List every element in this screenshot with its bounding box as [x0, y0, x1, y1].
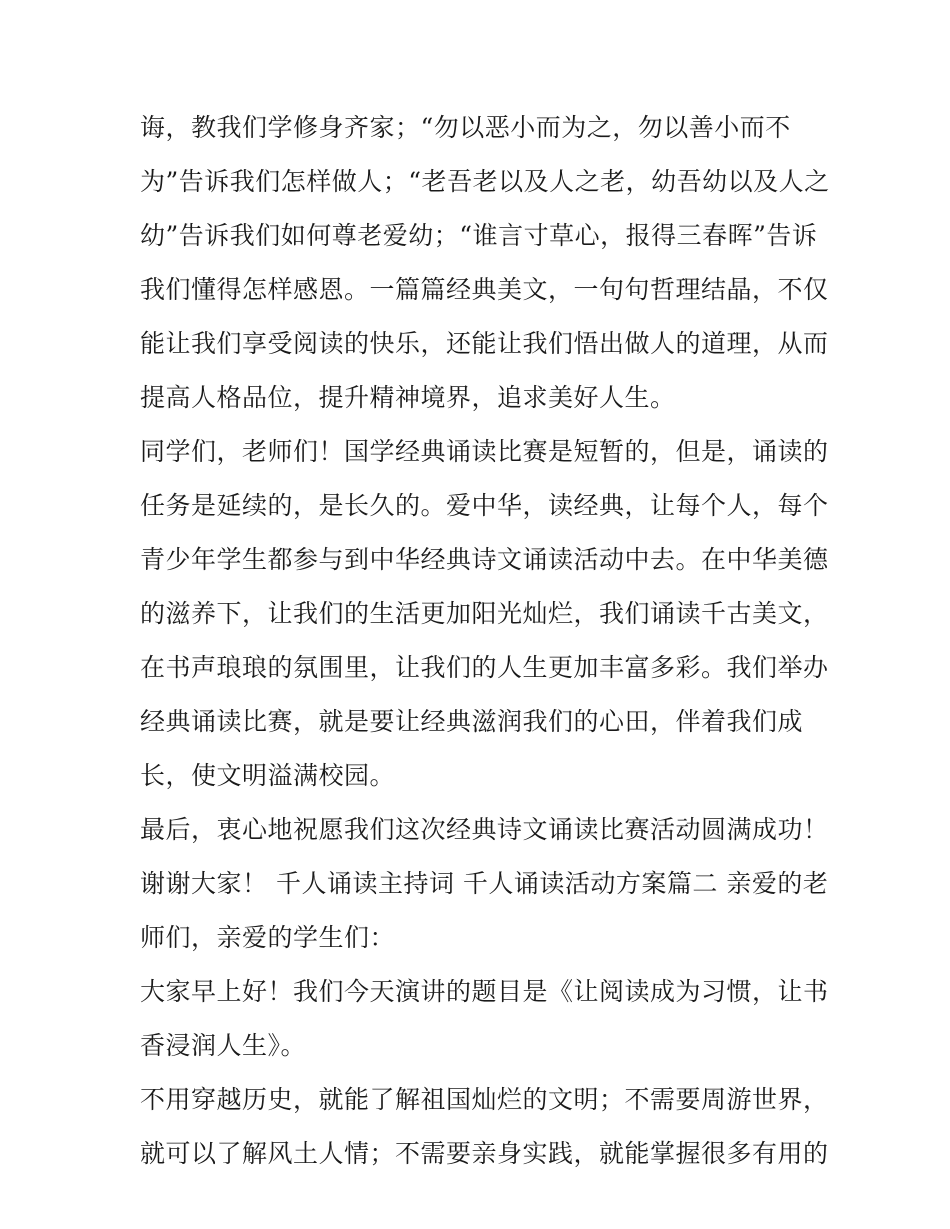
- text-line: 在书声琅琅的氛围里，让我们的人生更加丰富多彩。我们举办: [140, 653, 829, 682]
- text-line: 长，使文明溢满校园。: [140, 761, 396, 790]
- text-line: 就可以了解风土人情；不需要亲身实践，就能掌握很多有用的: [140, 1139, 829, 1168]
- text-line: 幼”告诉我们如何尊老爱幼；“谁言寸草心，报得三春晖”告诉: [140, 221, 818, 250]
- text-line: 谢谢大家！ 千人诵读主持词 千人诵读活动方案篇二 亲爱的老: [140, 869, 829, 898]
- text-line: 最后，衷心地祝愿我们这次经典诗文诵读比赛活动圆满成功！: [140, 815, 829, 844]
- text-line: 诲，教我们学修身齐家；“勿以恶小而为之，勿以善小而不: [140, 113, 791, 142]
- text-line: 提高人格品位，提升精神境界，追求美好人生。: [140, 383, 676, 412]
- text-line: 大家早上好！我们今天演讲的题目是《让阅读成为习惯，让书: [140, 977, 829, 1006]
- text-line: 为”告诉我们怎样做人；“老吾老以及人之老，幼吾幼以及人之: [140, 167, 830, 196]
- text-line: 师们，亲爱的学生们：: [140, 923, 396, 952]
- text-line: 能让我们享受阅读的快乐，还能让我们悟出做人的道理，从而: [140, 329, 829, 358]
- text-line: 我们懂得怎样感恩。一篇篇经典美文，一句句哲理结晶，不仅: [140, 275, 829, 304]
- text-line: 青少年学生都参与到中华经典诗文诵读活动中去。在中华美德: [140, 545, 829, 574]
- text-line: 香浸润人生》。: [140, 1031, 307, 1060]
- text-line: 的滋养下，让我们的生活更加阳光灿烂，我们诵读千古美文，: [140, 599, 829, 628]
- text-line: 同学们，老师们！国学经典诵读比赛是短暂的，但是，诵读的: [140, 437, 829, 466]
- text-line: 经典诵读比赛，就是要让经典滋润我们的心田，伴着我们成: [140, 707, 804, 736]
- text-line: 任务是延续的，是长久的。爱中华，读经典，让每个人，每个: [140, 491, 829, 520]
- text-line: 不用穿越历史，就能了解祖国灿烂的文明；不需要周游世界，: [140, 1085, 829, 1114]
